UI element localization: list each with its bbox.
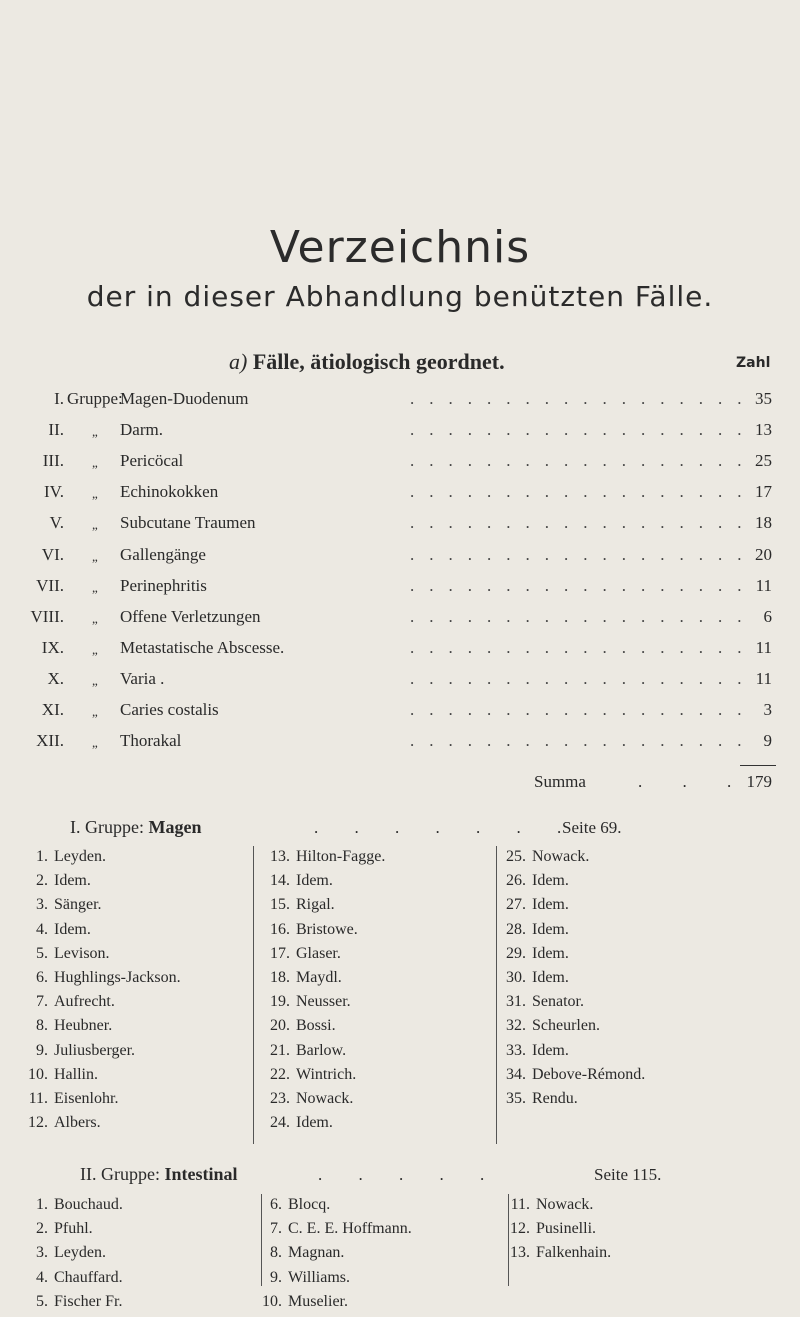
group-count: 11 [755, 637, 772, 657]
group-1-heading [70, 817, 201, 838]
group-2-leader-dots: . . . . . [318, 1165, 501, 1184]
case-author: Fischer Fr. [54, 1292, 123, 1310]
group-numeral: X. [47, 668, 64, 688]
group-name: Pericöcal [120, 451, 184, 471]
case-entry [486, 848, 645, 872]
case-author: Wintrich. [296, 1065, 357, 1083]
group-count: 17 [755, 482, 772, 502]
case-author: Muselier. [288, 1292, 348, 1310]
case-number: 17. [270, 944, 290, 962]
case-entry [490, 1244, 611, 1268]
case-author: Juliusberger. [54, 1041, 136, 1059]
case-author: Rendu. [532, 1089, 578, 1107]
group-count: 20 [755, 544, 772, 564]
case-number: 20. [270, 1017, 290, 1035]
case-author: Pfuhl. [54, 1220, 93, 1238]
group-1-column-3 [486, 848, 645, 1114]
case-entry [486, 1042, 645, 1066]
case-author: Albers. [54, 1114, 101, 1132]
leader-dots: .................. [410, 700, 757, 719]
group-count: 9 [763, 731, 772, 751]
case-number: 27. [506, 896, 526, 914]
case-author: Idem. [532, 920, 569, 938]
case-number: 4. [36, 1268, 48, 1286]
group-numeral: VII. [36, 575, 64, 595]
case-author: Idem. [532, 872, 569, 890]
case-entry [8, 1042, 181, 1066]
case-number: 32. [506, 1017, 526, 1035]
case-number: 1. [36, 848, 48, 865]
case-author: Sänger. [54, 896, 102, 914]
ditto-mark: „ [92, 424, 98, 440]
case-number: 9. [270, 1268, 282, 1286]
group-numeral: V. [49, 513, 64, 533]
case-number: 11. [28, 1089, 48, 1107]
group-1-column-1 [8, 848, 181, 1138]
case-entry [490, 1220, 611, 1244]
case-entry [486, 872, 645, 896]
case-author: Nowack. [536, 1196, 594, 1213]
case-author: Chauffard. [54, 1268, 123, 1286]
leader-dots: .................. [410, 731, 757, 751]
group-1-leader-dots: . . . . . . . [314, 818, 578, 837]
case-number: 28. [506, 920, 526, 938]
case-number: 11. [510, 1196, 530, 1213]
case-author: Idem. [54, 920, 91, 938]
group-name: Subcutane Traumen [120, 513, 256, 533]
group-row [0, 607, 800, 631]
group-numeral: VIII. [30, 606, 64, 626]
group-1-num: I. [70, 817, 81, 837]
group-name: Gallengänge [120, 544, 206, 564]
case-entry [242, 1269, 412, 1293]
case-entry [8, 1090, 181, 1114]
group-2-num: II. [80, 1164, 97, 1184]
case-entry [486, 1017, 645, 1041]
case-author: Senator. [532, 993, 584, 1011]
group-count: 6 [763, 606, 772, 626]
case-number: 35. [506, 1089, 526, 1107]
case-author: Nowack. [532, 848, 590, 865]
case-author: Idem. [296, 872, 333, 890]
group-numeral: II. [48, 420, 64, 440]
section-a-title: Fälle, ätiologisch geordnet. [252, 349, 505, 374]
ditto-mark: „ [92, 548, 98, 564]
group-row [0, 389, 800, 413]
group-name: Offene Verletzungen [120, 606, 261, 626]
group-name: Caries costalis [120, 700, 219, 719]
count-column-header: Zahl [736, 355, 771, 371]
case-author: Magnan. [288, 1244, 345, 1262]
case-number: 12. [28, 1114, 48, 1132]
group-row [0, 545, 800, 569]
case-number: 5. [36, 1292, 48, 1310]
leader-dots: .................. [410, 420, 757, 440]
group-row [0, 482, 800, 506]
ditto-mark: „ [92, 735, 98, 751]
case-author: Scheurlen. [532, 1017, 600, 1035]
leader-dots: .................. [410, 451, 757, 471]
case-author: Hallin. [54, 1065, 98, 1083]
case-author: Idem. [532, 968, 569, 986]
case-number: 3. [36, 1244, 48, 1262]
case-entry [250, 1114, 385, 1138]
leader-dots: .................. [410, 637, 757, 657]
case-number: 8. [36, 1017, 48, 1035]
case-author: Hilton-Fagge. [296, 848, 386, 865]
group-row [0, 513, 800, 537]
case-number: 3. [36, 896, 48, 914]
group-name: Darm. [120, 420, 163, 440]
group-1-page-ref: Seite 69. [562, 818, 622, 837]
case-number: 14. [270, 872, 290, 890]
group-count: 13 [755, 420, 772, 440]
group-2-column-3 [490, 1196, 611, 1269]
ditto-mark: „ [92, 641, 98, 657]
case-entry [8, 1017, 181, 1041]
case-number: 12. [510, 1220, 530, 1238]
case-entry [486, 896, 645, 920]
leader-dots: .................. [410, 668, 757, 688]
case-entry [8, 969, 181, 993]
case-entry [486, 921, 645, 945]
group-name: Magen-Duodenum [120, 389, 249, 408]
leader-dots: .................. [410, 513, 757, 533]
case-number: 23. [270, 1089, 290, 1107]
page-subtitle: der in dieser Abhandlung benützten Fälle. [86, 280, 714, 313]
group-numeral: VI. [41, 544, 64, 564]
case-author: Blocq. [288, 1196, 331, 1213]
case-entry [242, 1244, 412, 1268]
group-numeral: IX. [41, 637, 64, 657]
case-entry [8, 1066, 181, 1090]
group-count: 18 [755, 513, 772, 533]
case-entry [8, 1114, 181, 1138]
case-number: 29. [506, 944, 526, 962]
group-count: 25 [755, 451, 772, 471]
case-number: 22. [270, 1065, 290, 1083]
group-name: Varia . [120, 668, 165, 688]
leader-dots: .................. [410, 575, 757, 595]
case-entry [486, 945, 645, 969]
case-entry [250, 1090, 385, 1114]
case-entry [8, 848, 181, 872]
case-entry [250, 872, 385, 896]
group-row [0, 669, 800, 693]
sum-rule [740, 765, 776, 766]
case-number: 7. [270, 1220, 282, 1238]
case-number: 9. [36, 1041, 48, 1059]
case-entry [486, 969, 645, 993]
case-number: 33. [506, 1041, 526, 1059]
group-2-column-2 [242, 1196, 412, 1317]
case-number: 24. [270, 1114, 290, 1132]
group-1-name: Magen [148, 817, 202, 837]
group-2-name: Intestinal [164, 1164, 238, 1184]
case-number: 19. [270, 993, 290, 1011]
group-numeral: IV. [44, 482, 64, 502]
case-number: 26. [506, 872, 526, 890]
case-number: 10. [28, 1065, 48, 1083]
case-entry [250, 1017, 385, 1041]
case-number: 4. [36, 920, 48, 938]
case-number: 8. [270, 1244, 282, 1262]
ditto-mark: „ [92, 610, 98, 626]
case-author: Nowack. [296, 1089, 354, 1107]
case-author: Leyden. [54, 1244, 106, 1262]
page-title: Verzeichnis [269, 222, 531, 273]
ditto-mark: „ [92, 455, 98, 471]
case-author: Aufrecht. [54, 993, 115, 1011]
case-author: Idem. [54, 872, 91, 890]
leader-dots: .................. [410, 544, 757, 564]
group-count: 3 [763, 700, 772, 719]
case-author: Bristowe. [296, 920, 358, 938]
case-author: Debove-Rémond. [532, 1065, 646, 1083]
case-number: 10. [262, 1292, 282, 1310]
case-author: Bouchaud. [54, 1196, 123, 1213]
ditto-mark: „ [92, 704, 98, 719]
ditto-mark: „ [92, 517, 98, 533]
case-entry [8, 1269, 123, 1293]
group-row [0, 700, 800, 724]
case-author: Idem. [296, 1114, 333, 1132]
leader-dots: .................. [410, 482, 757, 502]
case-author: Rigal. [296, 896, 335, 914]
case-author: Idem. [532, 1041, 569, 1059]
case-entry [8, 872, 181, 896]
group-2-page-ref: Seite 115. [594, 1165, 662, 1184]
case-number: 13. [510, 1244, 530, 1262]
case-number: 21. [270, 1041, 290, 1059]
leader-dots: .................. [410, 606, 757, 626]
summa-label: Summa [534, 772, 586, 791]
case-entry [8, 1220, 123, 1244]
case-number: 1. [36, 1196, 48, 1213]
group-2-column-1 [8, 1196, 123, 1317]
case-entry [8, 921, 181, 945]
case-author: Barlow. [296, 1041, 347, 1059]
case-author: C. E. E. Hoffmann. [288, 1220, 412, 1238]
group-numeral: I. [54, 389, 64, 408]
ditto-mark: „ [92, 486, 98, 502]
group-count: 11 [755, 668, 772, 688]
case-entry [486, 1066, 645, 1090]
case-entry [8, 993, 181, 1017]
ditto-mark: „ [92, 579, 98, 595]
case-number: 31. [506, 993, 526, 1011]
case-number: 6. [270, 1196, 282, 1213]
case-number: 34. [506, 1065, 526, 1083]
ditto-mark: „ [92, 672, 98, 688]
case-author: Idem. [532, 944, 569, 962]
case-number: 18. [270, 968, 290, 986]
case-entry [490, 1196, 611, 1220]
case-entry [486, 1090, 645, 1114]
group-numeral: III. [42, 451, 64, 471]
case-author: Leyden. [54, 848, 106, 865]
case-entry [8, 945, 181, 969]
case-entry [250, 848, 385, 872]
group-count: 35 [755, 389, 772, 408]
group-row [0, 420, 800, 444]
group-numeral: XII. [36, 731, 64, 751]
group-name: Metastatische Abscesse. [120, 637, 285, 657]
case-entry [250, 1042, 385, 1066]
case-number: 16. [270, 920, 290, 938]
case-number: 15. [270, 896, 290, 914]
case-entry [242, 1220, 412, 1244]
case-author: Bossi. [296, 1017, 336, 1035]
case-author: Hughlings-Jackson. [54, 968, 181, 986]
section-a-heading [229, 349, 505, 375]
group-row [0, 638, 800, 662]
case-entry [250, 921, 385, 945]
case-author: Pusinelli. [536, 1220, 597, 1238]
case-entry [242, 1293, 412, 1317]
group-name: Perinephritis [120, 575, 207, 595]
group-name: Thorakal [120, 731, 182, 751]
case-entry [242, 1196, 412, 1220]
group-row [0, 576, 800, 600]
case-entry [250, 969, 385, 993]
case-entry [250, 896, 385, 920]
case-number: 2. [36, 872, 48, 890]
group-2-heading [80, 1164, 238, 1185]
group-label: Gruppe: [67, 389, 123, 408]
case-number: 30. [506, 968, 526, 986]
case-entry [8, 1196, 123, 1220]
summa-leader-dots: . . . [638, 772, 750, 791]
case-entry [8, 896, 181, 920]
summa-value: 179 [746, 772, 772, 791]
leader-dots: .................. [410, 389, 757, 408]
case-number: 25. [506, 848, 526, 865]
case-author: Falkenhain. [536, 1244, 612, 1262]
case-author: Maydl. [296, 968, 342, 986]
group-row [0, 451, 800, 475]
group-2-label: Gruppe: [101, 1164, 160, 1184]
case-number: 2. [36, 1220, 48, 1238]
group-name: Echinokokken [120, 482, 219, 502]
case-entry [8, 1293, 123, 1317]
case-number: 13. [270, 848, 290, 865]
section-a-prefix: a) [229, 349, 248, 374]
case-entry [486, 993, 645, 1017]
case-author: Idem. [532, 896, 569, 914]
case-number: 7. [36, 993, 48, 1011]
case-author: Glaser. [296, 944, 341, 962]
group-1-label: Gruppe: [85, 817, 144, 837]
case-entry [250, 945, 385, 969]
case-entry [250, 1066, 385, 1090]
case-author: Levison. [54, 944, 110, 962]
case-entry [250, 993, 385, 1017]
case-author: Williams. [288, 1268, 351, 1286]
case-author: Heubner. [54, 1017, 113, 1035]
group-numeral: XI. [41, 700, 64, 719]
case-author: Neusser. [296, 993, 351, 1011]
case-entry [8, 1244, 123, 1268]
group-count: 11 [755, 575, 772, 595]
case-author: Eisenlohr. [54, 1089, 119, 1107]
case-number: 6. [36, 968, 48, 986]
case-number: 5. [36, 944, 48, 962]
group-1-column-2 [250, 848, 385, 1138]
group-row [0, 731, 800, 755]
